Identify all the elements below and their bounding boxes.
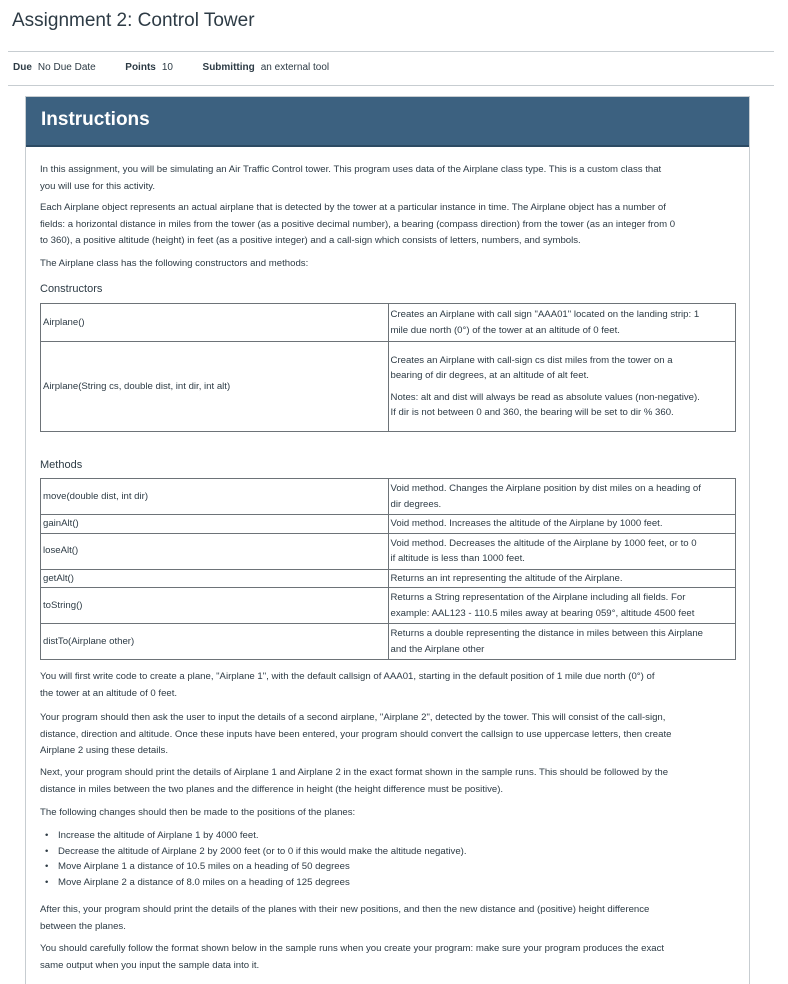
list-item: • Move Airplane 2 a distance of 8.0 miles on a heading of 125 degrees [45, 875, 467, 891]
changes-list [45, 828, 467, 890]
body-paragraph-1: You will first write code to create a plane, "Airplane 1", with the default callsign of AAA01, starting in the default position of 1 mile due north (0°) of the tower at an altitude of 0 feet. [40, 671, 655, 699]
body-paragraph-2: Your program should then ask the user to input the details of a second airplane, "Airplane 2", detected by the tower. This will consist of the call-sign, distance, direction and altitude. Once these inputs have been entered, your program should convert the callsign to use uppercase letters, then create Airplane 2 using these details. [40, 712, 672, 756]
intro-paragraph-3: The Airplane class has the following constructors and methods: [40, 258, 309, 269]
method-signature: getAlt() [41, 569, 389, 588]
method-description: Returns a double representing the distance in miles between this Airplane and the Airplane other [388, 624, 736, 660]
table-row [41, 533, 736, 569]
intro-paragraph-1: In this assignment, you will be simulating an Air Traffic Control tower. This program uses data of the Airplane class type. This is a custom class that you will use for this activity. [40, 164, 662, 192]
constructor-signature: Airplane() [41, 304, 389, 342]
methods-heading: Methods [40, 459, 83, 471]
method-description: Returns an int representing the altitude of the Airplane. [388, 569, 736, 588]
method-description: Void method. Increases the altitude of the Airplane by 1000 feet. [388, 515, 736, 534]
table-row [41, 624, 736, 660]
table-row [41, 588, 736, 624]
table-row [41, 479, 736, 515]
points-label: Points [125, 62, 156, 73]
instructions-heading: Instructions [41, 109, 150, 130]
method-description: Void method. Changes the Airplane position by dist miles on a heading of dir degrees. [388, 479, 736, 515]
body-paragraph-4: The following changes should then be made to the positions of the planes: [40, 807, 356, 818]
submitting-label: Submitting [202, 62, 255, 73]
method-signature: gainAlt() [41, 515, 389, 534]
body-paragraph-6: You should carefully follow the format shown below in the sample runs when you create your program: make sure your program produces the exact same output when you input the sample data into it. [40, 943, 665, 971]
page-title: Assignment 2: Control Tower [12, 10, 255, 31]
due-value: No Due Date [37, 62, 96, 73]
method-description: Void method. Decreases the altitude of the Airplane by 1000 feet, or to 0 if altitude is less than 1000 feet. [388, 533, 736, 569]
constructors-heading: Constructors [40, 283, 103, 295]
table-row [41, 569, 736, 588]
method-signature: distTo(Airplane other) [41, 624, 389, 660]
list-item: • Move Airplane 1 a distance of 10.5 miles on a heading of 50 degrees [45, 859, 467, 875]
list-item: • Decrease the altitude of Airplane 2 by 2000 feet (or to 0 if this would make the altitude negative). [45, 844, 467, 860]
points-value: 10 [161, 62, 173, 73]
body-paragraph-3: Next, your program should print the details of Airplane 1 and Airplane 2 in the exact format shown in the sample runs. This should be followed by the distance in miles between the two planes and the difference in height (the height difference must be positive). [40, 767, 669, 795]
submitting-value: an external tool [260, 62, 330, 73]
methods-table [40, 478, 736, 660]
divider [8, 85, 774, 86]
constructor-description: Creates an Airplane with call sign "AAA01" located on the landing strip: 1 mile due north (0°) of the tower at an altitude of 0 feet. [388, 304, 735, 342]
constructor-signature: Airplane(String cs, double dist, int dir, int alt) [41, 342, 389, 432]
assignment-meta [13, 62, 329, 73]
method-signature: toString() [41, 588, 389, 624]
method-signature: loseAlt() [41, 533, 389, 569]
method-description: Returns a String representation of the Airplane including all fields. For example: AAL123 - 110.5 miles away at bearing 059°, altitude 4500 feet [388, 588, 736, 624]
table-row [41, 304, 736, 342]
due-label: Due [13, 62, 32, 73]
constructor-description: Creates an Airplane with call-sign cs dist miles from the tower on a bearing of dir degrees, at an altitude of alt feet. Notes: alt and dist will always be read as absolute values (non-negative). If dir is not between 0 and 360, the bearing will be set to dir % 360. [388, 342, 735, 432]
body-paragraph-5: After this, your program should print the details of the planes with their new positions, and then the new distance and (positive) height difference between the planes. [40, 904, 650, 932]
constructors-table [40, 303, 736, 432]
instructions-banner [26, 97, 749, 147]
table-row [41, 515, 736, 534]
divider [8, 51, 774, 52]
table-row [41, 342, 736, 432]
list-item: • Increase the altitude of Airplane 1 by 4000 feet. [45, 828, 467, 844]
intro-paragraph-2: Each Airplane object represents an actual airplane that is detected by the tower at a particular instance in time. The Airplane object has a number of fields: a horizontal distance in miles from the tower (as a positive decimal number), a bearing (compass direction) from the tower (as an integer from 0 to 360), a positive altitude (height) in feet (as a positive integer) and a call-sign which consists of letters, numbers, and symbols. [40, 202, 676, 246]
method-signature: move(double dist, int dir) [41, 479, 389, 515]
